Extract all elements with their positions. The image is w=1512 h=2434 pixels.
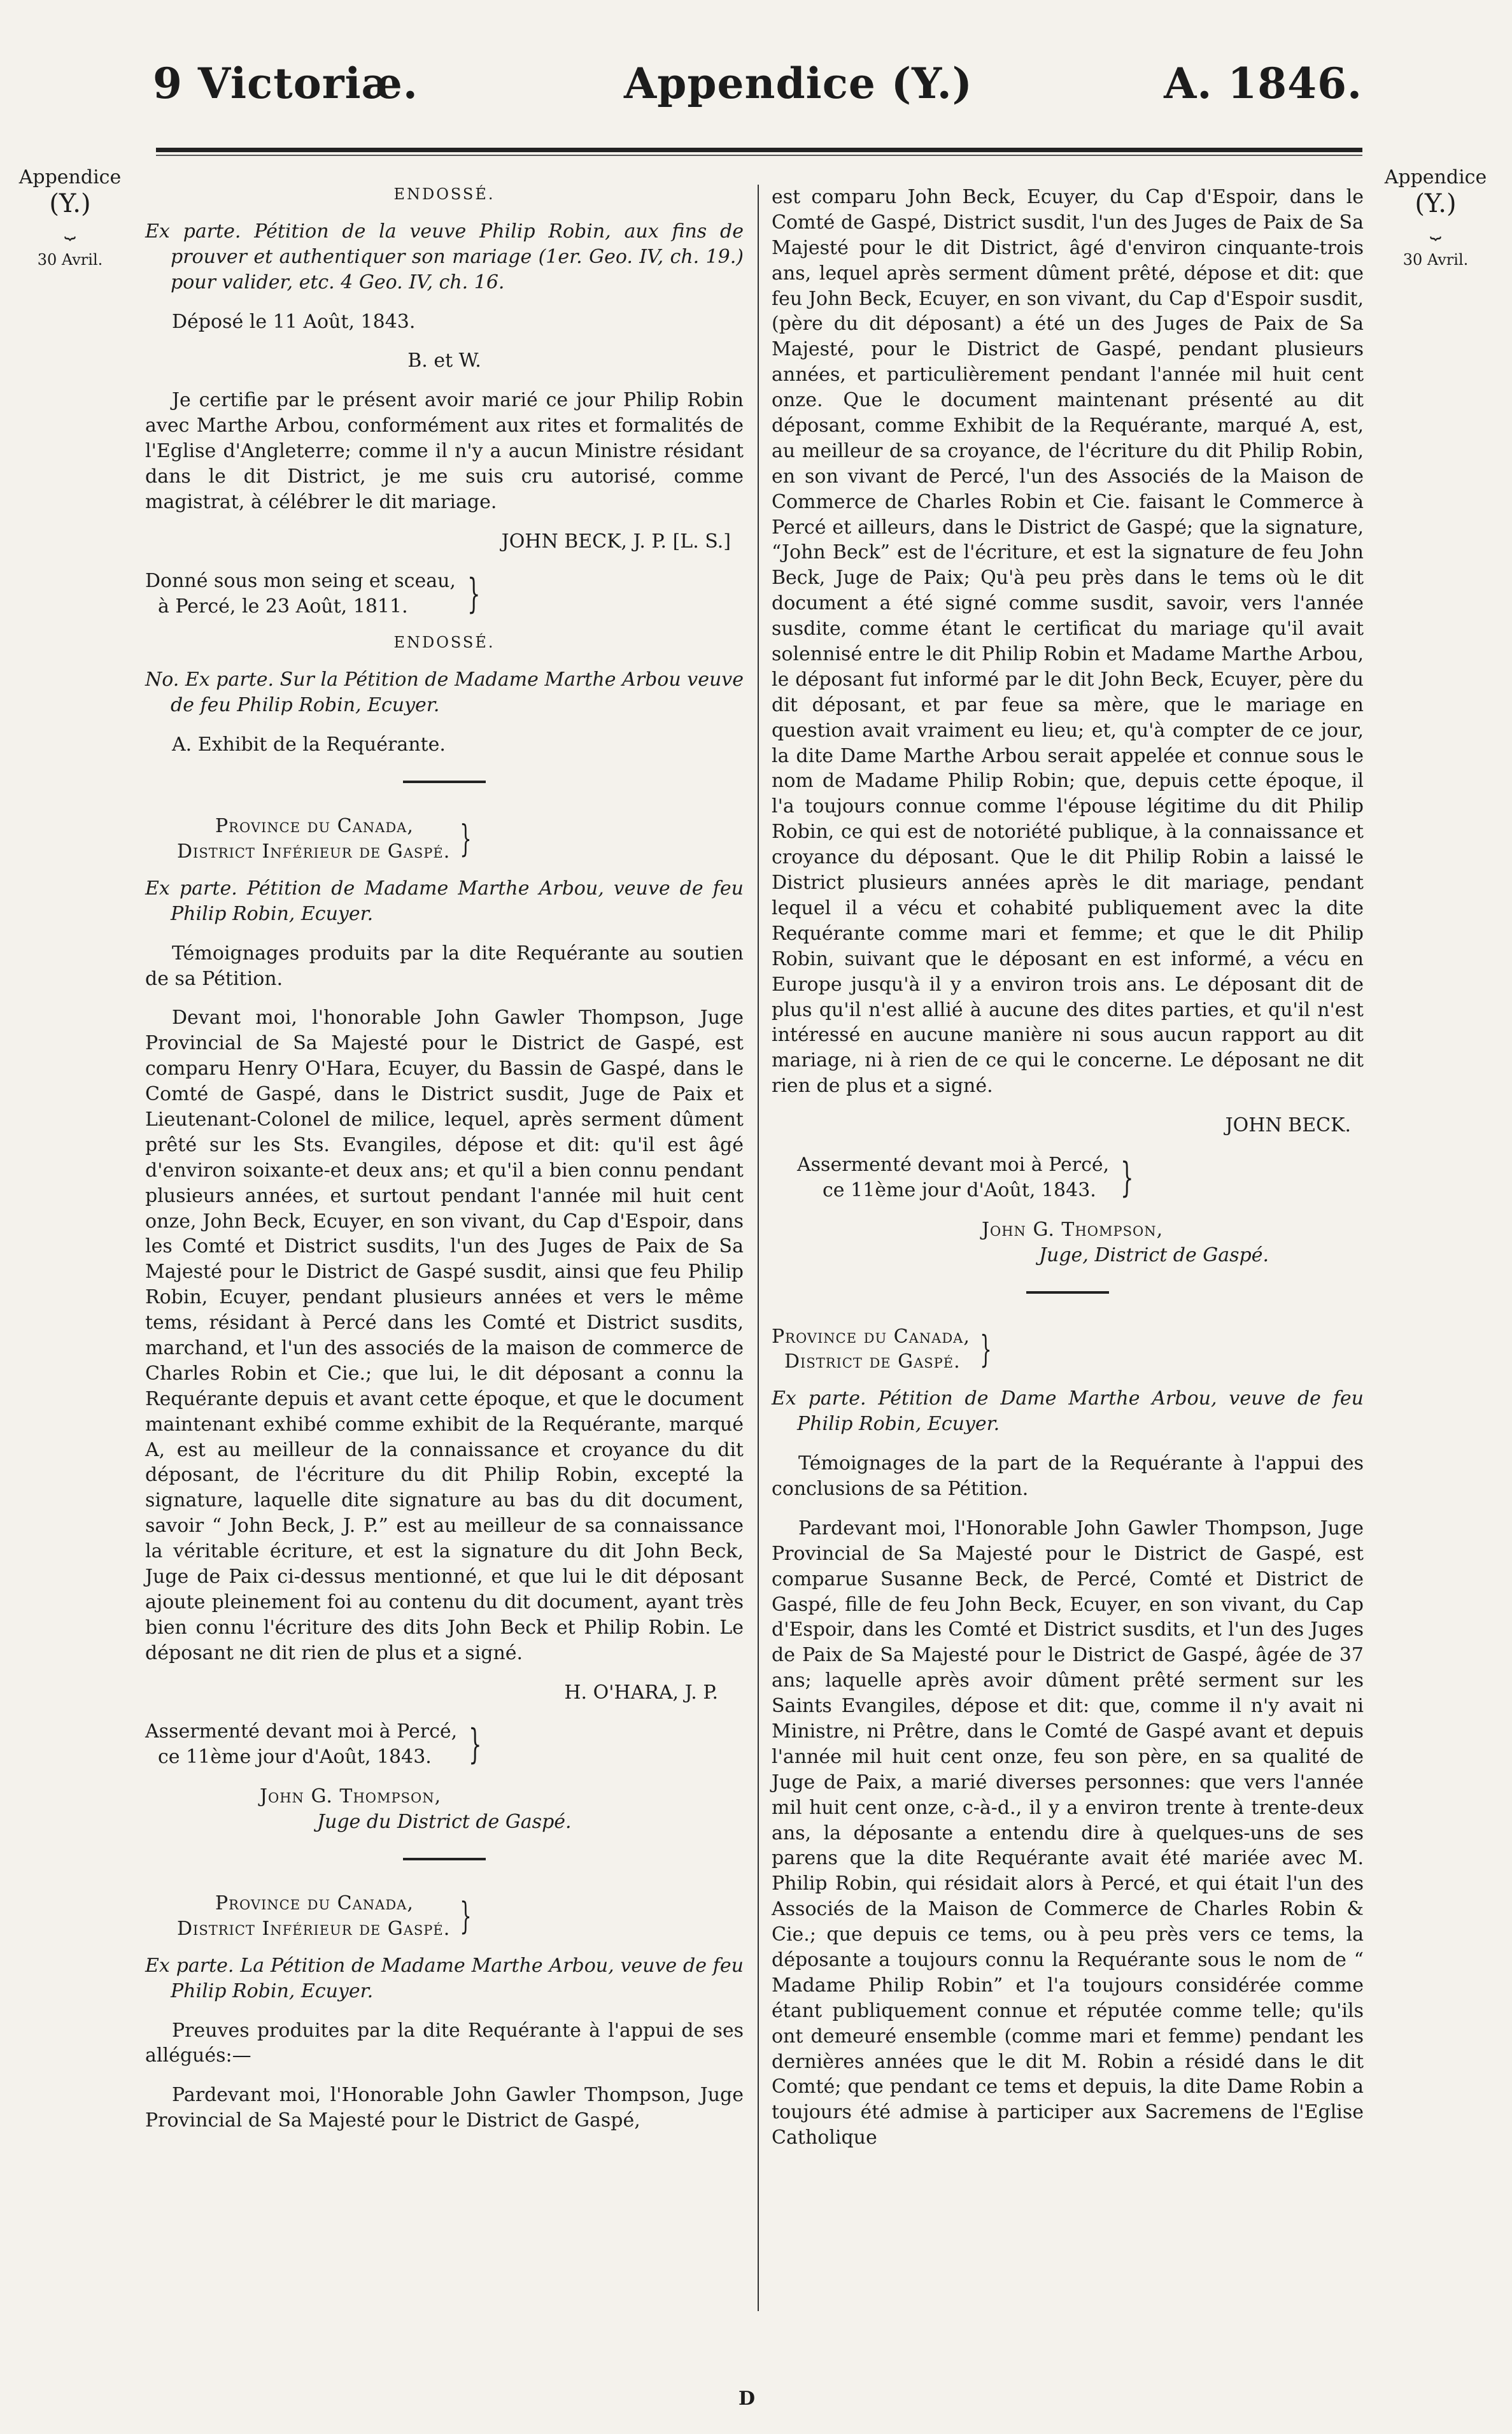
exhibit-line: A. Exhibit de la Requérante.	[172, 733, 446, 756]
brace-icon: }	[980, 1327, 992, 1371]
section-separator	[1026, 1291, 1109, 1294]
deposition-intro: Pardevant moi, l'Honorable John Gawler Thompson, Juge Provincial de Sa Majesté pour le District de Gaspé,	[145, 2084, 744, 2132]
deposit-date: Déposé le 11 Août, 1843.	[172, 310, 416, 333]
sworn-line-2: ce 11ème jour d'Août, 1843.	[158, 1746, 432, 1769]
district-line: District Inférieur de Gaspé.	[177, 840, 451, 863]
deposition-susanne-beck: Pardevant moi, l'Honorable John Gawler Thompson, Juge Provincial de Sa Majesté pour le District de Gaspé, est comparue Susanne Beck, de Percé, Comté et District de Gaspé, fille de feu John Beck, Ecuyer, en son vivant, du Cap d'Espoir, dans les Comté et District susdits, et l'un des Juges de Paix de Sa Majesté pour le District de Gaspé, âgée de 37 ans; laquelle après avoir dûment prêté serment sur les Saints Evangiles, dépose et dit: que, comme il n'y avait ni Ministre, ni Prêtre, dans le Comté de Gaspé avant et depuis l'année mil huit cent onze, feu son père, en sa qualité de Juge de Paix, a marié diverses personnes: que vers l'année mil huit cent onze, c-à-d., il y a environ trente à trente-deux ans, la déposante a entendu dire à quelques-uns de ses parens que la dite Requérante avait été mariée avec M. Philip Robin, qui résidait alors à Percé, et qui était l'un des Associés de la Maison de Commerce de Charles Robin & Cie.; que depuis ce tems, ou à peu près vers ce tems, la déposante a toujours connu la Requérante sous le nom de “ Madame Philip Robin” et l'a toujours considérée comme étant publiquement connue et réputée comme telle; qu'ils ont demeuré ensemble (comme mari et femme) pendant les dernières années que le dit M. Robin a résidé dans le dit Comté; que pendant ce tems et depuis, la dite Dame Robin a toujours été admise à participer aux Sacremens de l'Eglise Catholique	[772, 1517, 1364, 2149]
margin-label: Appendice	[18, 166, 122, 188]
right-column	[772, 185, 1364, 2165]
proofs-intro: Preuves produites par la dite Requérante à l'appui de ses allégués:—	[145, 2019, 744, 2067]
endorsement-heading-2: ENDOSSÉ.	[393, 633, 495, 652]
province-line: Province du Canada,	[772, 1325, 970, 1348]
margin-brace: ⏟	[64, 217, 76, 240]
margin-label: Appendice	[1384, 166, 1487, 188]
province-heading-2	[177, 1891, 744, 1942]
brace-icon: }	[1120, 1154, 1134, 1201]
judge-name: John G. Thompson,	[982, 1218, 1164, 1241]
testimony-intro: Témoignages produits par la dite Requérante au soutien de sa Pétition.	[145, 942, 744, 990]
sworn-line-2: ce 11ème jour d'Août, 1843.	[823, 1178, 1096, 1201]
page-header	[146, 59, 1362, 129]
brace-icon: }	[460, 1894, 472, 1938]
header-year: A. 1846.	[1164, 59, 1362, 108]
no-ex-parte-title: No. Ex parte. Sur la Pétition de Madame Marthe Arbou veuve de feu Philip Robin, Ecuyer.	[145, 669, 744, 717]
header-rule-thin	[156, 155, 1362, 156]
judge-title: Juge du District de Gaspé.	[317, 1811, 572, 1834]
signature-mark: D	[738, 2388, 756, 2410]
ex-parte-title: Ex parte. Pétition de la veuve Philip Robin, aux fins de prouver et authentiquer son mariage (1er. Geo. IV, ch. 19.) pour valider, etc. 4 Geo. IV, ch. 16.	[145, 220, 744, 294]
margin-brace: ⏟	[1430, 217, 1441, 240]
sworn-before	[145, 1719, 744, 1770]
ex-parte-title-2: Ex parte. Pétition de Madame Marthe Arbou, veuve de feu Philip Robin, Ecuyer.	[145, 877, 744, 925]
given-line-2: à Percé, le 23 Août, 1811.	[158, 595, 408, 618]
margin-date: 30 Avril.	[1402, 251, 1469, 269]
deposition-ohara: Devant moi, l'honorable John Gawler Thompson, Juge Provincial de Sa Majesté pour le District de Gaspé, est comparu Henry O'Hara, Ecuyer, du Bassin de Gaspé, dans le Comté de Gaspé, dans le District susdit, Juge de Paix et Lieutenant-Colonel de milice, lequel, après serment dûment prêté sur les Sts. Evangiles, dépose et dit: qu'il est âgé d'environ soixante-et deux ans; et qu'il a bien connu pendant plusieurs années, et surtout pendant l'année mil huit cent onze, John Beck, Ecuyer, en son vivant, du Cap d'Espoir, dans les Comté et District susdits, l'un des Juges de Paix de Sa Majesté pour le District de Gaspé susdit, ainsi que feu Philip Robin, Ecuyer, pendant plusieurs années et vers le même tems, résidant à Percé dans les Comté et District susdits, marchand, et l'un des associés de la maison de commerce de Charles Robin et Cie.; que lui, le dit déposant a connu la Requérante depuis et avant cette époque, et que le document maintenant exhibé comme exhibit de la Requérante, marqué A, est au meilleur de la connaissance et croyance du dit déposant, de l'écriture du dit Philip Robin, excepté la signature, laquelle dite signature au bas du dit document, savoir “ John Beck, J. P.” est au meilleur de sa connaissance la véritable écriture, et est la signature du dit John Beck, Juge de Paix ci-dessus mentionné, et que lui le dit déposant ajoute pleinement foi au contenu du dit document, ayant très bien connu l'écriture des dits John Beck et Philip Robin. Le déposant ne dit rien de plus et a signé.	[145, 1007, 744, 1664]
given-under-seal	[145, 569, 744, 619]
brace-icon: }	[460, 817, 472, 861]
margin-letter: (Y.)	[1415, 188, 1457, 218]
judge-name: John G. Thompson,	[260, 1785, 442, 1808]
province-line: Province du Canada,	[215, 1892, 414, 1915]
judge-title: Juge, District de Gaspé.	[1039, 1243, 1269, 1266]
initials: B. et W.	[407, 350, 481, 372]
signature-beck: JOHN BECK, J. P. [L. S.]	[501, 530, 731, 553]
certificate-text: Je certifie par le présent avoir marié ce jour Philip Robin avec Marthe Arbou, conformément aux rites et formalités de l'Eglise d'Angleterre; comme il n'y a aucun Ministre résidant dans le dit District, je me suis cru autorisé, comme magistrat, à célébrer le dit mariage.	[145, 389, 744, 513]
district-line: District Inférieur de Gaspé.	[177, 1917, 451, 1940]
brace-icon: }	[469, 1721, 482, 1769]
given-line-1: Donné sous mon seing et sceau,	[145, 569, 456, 592]
province-heading	[177, 814, 744, 865]
province-line: Province du Canada,	[215, 815, 414, 838]
district-line: District de Gaspé.	[784, 1350, 961, 1373]
section-separator	[403, 1858, 486, 1860]
column-divider	[758, 185, 759, 2311]
header-appendix: Appendice (Y.)	[624, 59, 973, 108]
province-heading-3	[772, 1324, 1364, 1375]
header-session: 9 Victoriæ.	[153, 59, 418, 108]
endorsement-heading: ENDOSSÉ.	[393, 185, 495, 203]
judge-signature	[260, 1784, 744, 1835]
brace-icon: }	[467, 570, 481, 618]
margin-note-right	[1372, 167, 1499, 269]
section-separator	[403, 781, 486, 783]
signature-beck-2: JOHN BECK.	[1225, 1114, 1351, 1137]
sworn-line-1: Assermenté devant moi à Percé,	[797, 1153, 1110, 1176]
header-rule	[156, 148, 1362, 152]
ex-parte-title-4: Ex parte. Pétition de Dame Marthe Arbou, veuve de feu Philip Robin, Ecuyer.	[772, 1387, 1364, 1436]
testimony-intro-2: Témoignages de la part de la Requérante à l'appui des conclusions de sa Pétition.	[772, 1452, 1364, 1500]
sworn-before-2	[797, 1152, 1364, 1203]
margin-date: 30 Avril.	[37, 251, 103, 269]
signature-ohara: H. O'HARA, J. P.	[564, 1681, 718, 1704]
sworn-line-1: Assermenté devant moi à Percé,	[145, 1720, 458, 1743]
margin-letter: (Y.)	[49, 188, 91, 218]
judge-signature-2	[982, 1217, 1364, 1268]
ex-parte-title-3: Ex parte. La Pétition de Madame Marthe Arbou, veuve de feu Philip Robin, Ecuyer.	[145, 1954, 744, 2002]
deposition-beck: est comparu John Beck, Ecuyer, du Cap d'Espoir, dans le Comté de Gaspé, District susdit, l'un des Juges de Paix de Sa Majesté pour le dit District, âgé d'environ cinquante-trois ans, lequel après serment dûment prêté, dépose et dit: que feu John Beck, Ecuyer, en son vivant, du Cap d'Espoir susdit, (père du dit déposant) a été un des Juges de Paix de Sa Majesté, pour le District de Gaspé, pendant plusieurs années, et particulièrement pendant l'année mil huit cent onze. Que le document maintenant présenté au dit déposant, comme Exhibit de la Requérante, marqué A, est, au meilleur de sa croyance, de l'écriture du dit Philip Robin, en son vivant de Percé, l'un des Associés de la Maison de Commerce de Charles Robin et Cie. faisant le Commerce à Percé et ailleurs, dans le District de Gaspé; que la signature, “John Beck” est de l'écriture, et est la signature de feu John Beck, Juge de Paix; Qu'à peu près dans le tems où le dit document a été signé comme susdit, savoir, vers l'année susdite, comme étant le certificat du mariage qu'il avait solennisé entre le dit Philip Robin et Madame Marthe Arbou, le déposant fut informé par le dit John Beck, Ecuyer, père du dit déposant, et par feue sa mère, que le mariage en question avait vraiment eu lieu; et, qu'à compter de ce jour, la dite Dame Marthe Arbou serait appelée et connue sous le nom de Madame Philip Robin; que, depuis cette époque, il l'a toujours connue comme l'épouse légitime du dit Philip Robin, ce qui est de notoriété publique, à la connaissance et croyance du déposant. Que le dit Philip Robin a laissé le District plusieurs années après le dit mariage, pendant lequel il a vécu et cohabité publiquement avec la dite Requérante comme mari et femme; et que le dit Philip Robin, suivant que le déposant en est informé, a vécu en Europe jusqu'à il y a environ trois ans. Le déposant dit de plus qu'il n'est allié à aucune des dites parties, et qu'il n'est intéressé en aucune manière ni sous aucun rapport au dit mariage, ni à rien de ce qui le concerne. Le déposant ne dit rien de plus et a signé.	[772, 186, 1364, 1098]
margin-note-left	[13, 167, 127, 269]
left-column	[145, 185, 744, 2147]
